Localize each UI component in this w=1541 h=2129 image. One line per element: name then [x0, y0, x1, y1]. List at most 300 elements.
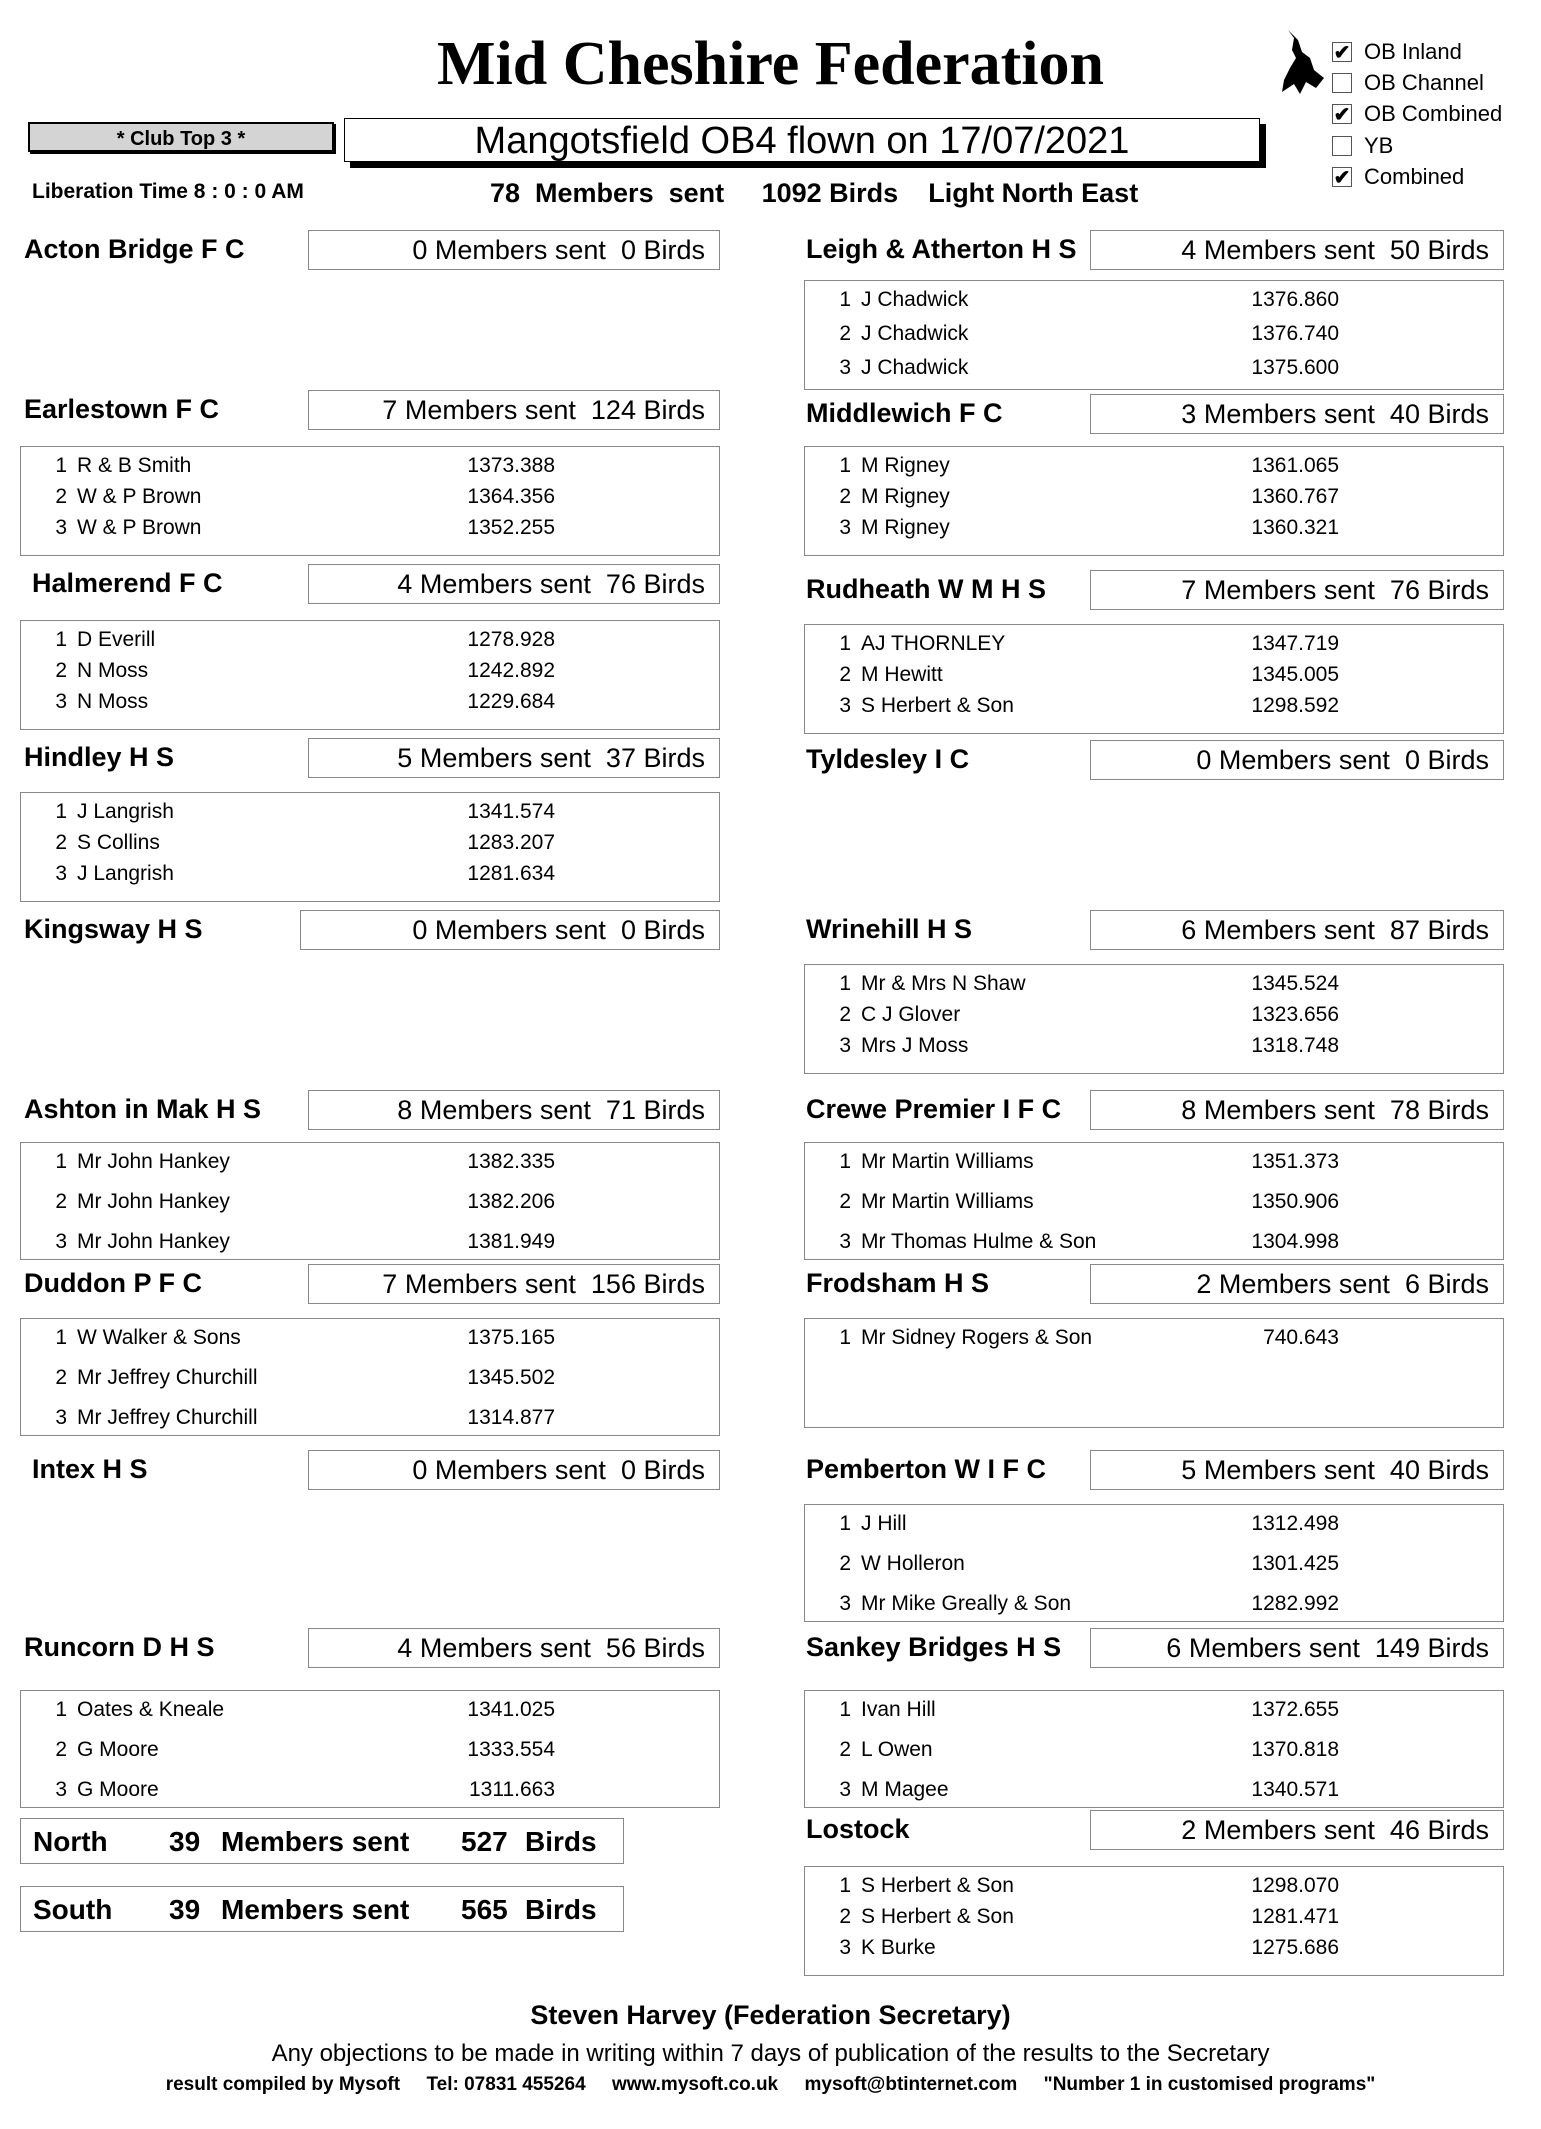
- members-count: 0: [412, 1455, 428, 1485]
- birds-count: 0: [620, 1455, 636, 1485]
- results-box: [20, 1690, 720, 1808]
- members-sent-label: Members sent: [1218, 745, 1390, 775]
- result-row: [805, 1323, 1503, 1353]
- club-name: Leigh & Atherton H S: [806, 234, 1077, 264]
- members-sent-box: [1090, 740, 1504, 780]
- total-members: 39: [169, 1894, 201, 1925]
- result-row: [21, 513, 719, 543]
- result-row: [805, 1227, 1503, 1257]
- result-row: [805, 1775, 1503, 1805]
- members-sent-box: [1090, 1810, 1504, 1850]
- result-rank: 3: [55, 1406, 67, 1429]
- result-velocity: 1304.998: [1251, 1230, 1339, 1253]
- club-name: Tyldesley I C: [806, 744, 970, 774]
- result-rank: 2: [839, 1552, 851, 1575]
- results-box: [20, 1318, 720, 1436]
- result-name: R & B Smith: [77, 454, 192, 477]
- birds-label: Birds: [1427, 1095, 1489, 1125]
- result-velocity: 1376.860: [1251, 288, 1339, 311]
- members-count: 5: [1181, 1455, 1197, 1485]
- result-name: Mr Martin Williams: [861, 1190, 1034, 1213]
- club-name: Intex H S: [32, 1454, 148, 1484]
- members-count: 6: [1181, 915, 1197, 945]
- birds-label: Birds: [643, 569, 705, 599]
- total-birds: 527: [461, 1826, 508, 1857]
- result-name: Mr John Hankey: [77, 1150, 230, 1173]
- result-rank: 2: [839, 1003, 851, 1026]
- checkbox[interactable]: [1332, 73, 1352, 93]
- result-velocity: 1360.321: [1251, 516, 1339, 539]
- total-region: South: [33, 1894, 113, 1925]
- total-birds-label: Birds: [525, 1894, 597, 1925]
- total-birds-label: Birds: [525, 1826, 597, 1857]
- total-south: [20, 1886, 624, 1932]
- birds-label: Birds: [643, 1095, 705, 1125]
- result-row: [21, 687, 719, 717]
- result-rank: 1: [55, 1326, 67, 1349]
- members-sent-box: [1090, 1450, 1504, 1490]
- result-rank: 2: [839, 1738, 851, 1761]
- total-members-label: Members sent: [221, 1894, 410, 1925]
- result-name: AJ THORNLEY: [861, 632, 1006, 655]
- result-velocity: 1314.877: [467, 1406, 555, 1429]
- result-row: [805, 513, 1503, 543]
- result-row: [805, 1695, 1503, 1725]
- members-count: 6: [1166, 1633, 1182, 1663]
- members-sent-label: Members sent: [1188, 1633, 1360, 1663]
- results-box: [804, 624, 1504, 734]
- members-count: 7: [1181, 575, 1197, 605]
- result-velocity: 1373.388: [467, 454, 555, 477]
- pigeon-logo-icon: [1280, 28, 1326, 96]
- result-rank: 3: [55, 516, 67, 539]
- result-velocity: 1229.684: [467, 690, 555, 713]
- result-row: [21, 797, 719, 827]
- result-name: N Moss: [77, 659, 149, 682]
- result-name: Oates & Kneale: [77, 1698, 225, 1721]
- result-row: [805, 482, 1503, 512]
- members-count: 0: [412, 235, 428, 265]
- result-rank: 1: [839, 1326, 851, 1349]
- results-box: [804, 1142, 1504, 1260]
- club-name: Kingsway H S: [24, 914, 203, 944]
- members-sent-box: [308, 1450, 720, 1490]
- birds-label: Birds: [643, 1633, 705, 1663]
- result-row: [805, 1933, 1503, 1963]
- result-row: [21, 1363, 719, 1393]
- result-rank: 2: [839, 1190, 851, 1213]
- result-row: [805, 1147, 1503, 1177]
- members-count: 4: [1181, 235, 1197, 265]
- result-name: M Rigney: [861, 454, 950, 477]
- result-row: [805, 1871, 1503, 1901]
- result-velocity: 1318.748: [1251, 1034, 1339, 1057]
- result-row: [21, 1187, 719, 1217]
- result-velocity: 1370.818: [1251, 1738, 1339, 1761]
- result-velocity: 1281.471: [1251, 1905, 1339, 1928]
- result-name: J Hill: [861, 1512, 907, 1535]
- result-name: Mr John Hankey: [77, 1230, 230, 1253]
- total-members: 39: [169, 1826, 201, 1857]
- birds-label: Birds: [1427, 1633, 1489, 1663]
- result-name: Mr & Mrs N Shaw: [861, 972, 1026, 995]
- total-region: North: [33, 1826, 108, 1857]
- members-sent-label: Members sent: [419, 1633, 591, 1663]
- checkbox[interactable]: ✔: [1333, 42, 1351, 65]
- result-row: [805, 1902, 1503, 1932]
- members-sent-box: [1090, 1264, 1504, 1304]
- members-sent-label: Members sent: [419, 743, 591, 773]
- result-velocity: 1376.740: [1251, 322, 1339, 345]
- result-row: [805, 1031, 1503, 1061]
- page-title: Mid Cheshire Federation: [436, 30, 1104, 98]
- members-count: 3: [1181, 399, 1197, 429]
- birds-count: 46: [1389, 1815, 1420, 1845]
- results-box: [804, 1690, 1504, 1808]
- result-velocity: 1312.498: [1251, 1512, 1339, 1535]
- results-box: [804, 1866, 1504, 1976]
- result-rank: 2: [839, 1905, 851, 1928]
- birds-count: 56: [605, 1633, 636, 1663]
- result-name: J Chadwick: [861, 288, 969, 311]
- result-velocity: 740.643: [1263, 1326, 1339, 1349]
- compiled-by-credit: result compiled by Mysoft Tel: 07831 455264 www.mysoft.co.uk mysoft@btinternet.com "Number 1 in customised programs": [165, 2074, 1376, 2095]
- club-name: Acton Bridge F C: [24, 234, 245, 264]
- members-sent-box: [1090, 1628, 1504, 1668]
- result-row: [21, 828, 719, 858]
- result-name: Mr John Hankey: [77, 1190, 230, 1213]
- club-name: Runcorn D H S: [24, 1632, 215, 1662]
- result-name: Mr Martin Williams: [861, 1150, 1034, 1173]
- checkbox[interactable]: [1332, 136, 1352, 156]
- members-sent-label: Members sent: [1203, 1455, 1375, 1485]
- result-row: [21, 1403, 719, 1433]
- result-row: [805, 285, 1503, 315]
- result-name: K Burke: [861, 1936, 936, 1959]
- result-velocity: 1345.524: [1251, 972, 1339, 995]
- result-row: [805, 1509, 1503, 1539]
- birds-label: Birds: [1427, 1269, 1489, 1299]
- birds-count: 78: [1389, 1095, 1420, 1125]
- result-name: Mr Thomas Hulme & Son: [861, 1230, 1097, 1253]
- members-sent-label: Members sent: [1203, 235, 1375, 265]
- result-row: [21, 625, 719, 655]
- results-box: [804, 446, 1504, 556]
- result-rank: 1: [839, 288, 851, 311]
- members-sent-box: [1090, 570, 1504, 610]
- result-name: S Herbert & Son: [861, 1905, 1014, 1928]
- secretary-signature: Steven Harvey (Federation Secretary): [530, 2000, 1011, 2030]
- result-rank: 2: [55, 1190, 67, 1213]
- result-velocity: 1311.663: [468, 1778, 555, 1801]
- result-name: G Moore: [77, 1738, 159, 1761]
- result-rank: 1: [55, 454, 67, 477]
- result-rank: 2: [839, 322, 851, 345]
- option-label: OB Channel: [1364, 70, 1484, 96]
- result-name: J Langrish: [77, 800, 174, 823]
- result-row: [21, 1227, 719, 1257]
- club-top-3-label: * Club Top 3 *: [28, 122, 334, 152]
- members-count: 7: [382, 1269, 398, 1299]
- result-rank: 1: [839, 972, 851, 995]
- result-name: J Chadwick: [861, 356, 969, 379]
- result-rank: 3: [55, 1778, 67, 1801]
- members-sent-box: [1090, 394, 1504, 434]
- result-name: Mr Jeffrey Churchill: [77, 1366, 258, 1389]
- result-rank: 3: [55, 862, 67, 885]
- result-name: G Moore: [77, 1778, 159, 1801]
- club-name: Earlestown F C: [24, 394, 220, 424]
- club-name: Duddon P F C: [24, 1268, 202, 1298]
- result-velocity: 1275.686: [1251, 1936, 1339, 1959]
- members-sent-box: [300, 910, 720, 950]
- result-rank: 3: [55, 1230, 67, 1253]
- result-row: [21, 656, 719, 686]
- checkbox[interactable]: ✔: [1333, 104, 1351, 127]
- result-name: J Chadwick: [861, 322, 969, 345]
- birds-label: Birds: [1427, 1815, 1489, 1845]
- checkbox[interactable]: ✔: [1333, 167, 1351, 190]
- result-row: [21, 1147, 719, 1177]
- birds-label: Birds: [643, 743, 705, 773]
- members-sent-label: Members sent: [434, 235, 606, 265]
- result-velocity: 1375.600: [1251, 356, 1339, 379]
- option-label: Combined: [1364, 164, 1465, 190]
- result-name: Ivan Hill: [861, 1698, 936, 1721]
- result-name: M Hewitt: [861, 663, 943, 686]
- club-name: Sankey Bridges H S: [806, 1632, 1062, 1662]
- result-row: [805, 691, 1503, 721]
- members-sent-label: Members sent: [1203, 1815, 1375, 1845]
- result-row: [21, 1735, 719, 1765]
- birds-count: 6: [1404, 1269, 1420, 1299]
- option-label: OB Combined: [1364, 101, 1503, 127]
- result-velocity: 1375.165: [467, 1326, 555, 1349]
- members-sent-label: Members sent: [434, 915, 606, 945]
- result-velocity: 1282.992: [1251, 1592, 1339, 1615]
- members-count: 4: [397, 569, 413, 599]
- birds-count: 124: [590, 395, 636, 425]
- result-velocity: 1351.373: [1251, 1150, 1339, 1173]
- result-name: N Moss: [77, 690, 149, 713]
- result-rank: 2: [55, 831, 67, 854]
- members-sent-box: [308, 564, 720, 604]
- option-yb[interactable]: [1332, 130, 1393, 160]
- members-count: 8: [397, 1095, 413, 1125]
- club-name: Middlewich F C: [806, 398, 1003, 428]
- result-row: [805, 1187, 1503, 1217]
- result-name: S Herbert & Son: [861, 1874, 1014, 1897]
- members-sent-label: Members sent: [404, 1269, 576, 1299]
- club-name: Rudheath W M H S: [806, 574, 1046, 604]
- members-sent-box: [308, 390, 720, 430]
- result-rank: 3: [839, 516, 851, 539]
- result-name: W Holleron: [861, 1552, 965, 1575]
- members-sent-box: [308, 230, 720, 270]
- result-rank: 3: [839, 356, 851, 379]
- result-rank: 2: [55, 1738, 67, 1761]
- members-sent-label: Members sent: [1203, 1095, 1375, 1125]
- result-rank: 3: [839, 1592, 851, 1615]
- result-row: [805, 353, 1503, 383]
- members-sent-label: Members sent: [1203, 399, 1375, 429]
- result-name: M Rigney: [861, 485, 950, 508]
- result-velocity: 1298.592: [1251, 694, 1339, 717]
- members-count: 0: [412, 915, 428, 945]
- birds-count: 0: [620, 915, 636, 945]
- result-name: S Herbert & Son: [861, 694, 1014, 717]
- result-row: [21, 1695, 719, 1725]
- result-rank: 3: [55, 690, 67, 713]
- result-row: [21, 451, 719, 481]
- result-rank: 3: [839, 694, 851, 717]
- members-count: 7: [382, 395, 398, 425]
- birds-label: Birds: [1427, 235, 1489, 265]
- option-label: OB Inland: [1364, 39, 1462, 65]
- club-name: Frodsham H S: [806, 1268, 990, 1298]
- result-row: [21, 1323, 719, 1353]
- result-name: L Owen: [861, 1738, 933, 1761]
- result-name: D Everill: [77, 628, 156, 651]
- club-name: Lostock: [806, 1814, 910, 1844]
- result-velocity: 1242.892: [467, 659, 555, 682]
- results-box: [20, 792, 720, 902]
- birds-count: 149: [1374, 1633, 1420, 1663]
- result-rank: 3: [839, 1936, 851, 1959]
- race-title: Mangotsfield OB4 flown on 17/07/2021: [344, 118, 1260, 162]
- result-velocity: 1381.949: [467, 1230, 555, 1253]
- result-velocity: 1298.070: [1251, 1874, 1339, 1897]
- results-box: [804, 1318, 1504, 1428]
- result-velocity: 1364.356: [467, 485, 555, 508]
- birds-count: 156: [590, 1269, 636, 1299]
- birds-label: Birds: [643, 915, 705, 945]
- result-rank: 1: [839, 1150, 851, 1173]
- result-row: [805, 1549, 1503, 1579]
- option-combined[interactable]: [1332, 161, 1464, 191]
- result-name: M Rigney: [861, 516, 950, 539]
- result-row: [21, 859, 719, 889]
- result-row: [805, 1735, 1503, 1765]
- race-summary: 78 Members sent 1092 Birds Light North East: [490, 178, 1139, 208]
- birds-label: Birds: [643, 1269, 705, 1299]
- birds-count: 87: [1389, 915, 1420, 945]
- result-rank: 1: [839, 632, 851, 655]
- result-velocity: 1340.571: [1251, 1778, 1339, 1801]
- members-sent-label: Members sent: [1218, 1269, 1390, 1299]
- birds-count: 40: [1389, 399, 1420, 429]
- birds-count: 71: [605, 1095, 636, 1125]
- result-rank: 1: [839, 1874, 851, 1897]
- members-count: 4: [397, 1633, 413, 1663]
- result-rank: 1: [55, 1150, 67, 1173]
- members-count: 2: [1196, 1269, 1212, 1299]
- objections-notice: Any objections to be made in writing within 7 days of publication of the results to the Secretary: [271, 2040, 1270, 2067]
- result-velocity: 1350.906: [1251, 1190, 1339, 1213]
- liberation-time: Liberation Time 8 : 0 : 0 AM: [32, 180, 304, 203]
- birds-count: 50: [1389, 235, 1420, 265]
- result-velocity: 1382.206: [467, 1190, 555, 1213]
- birds-label: Birds: [1427, 1455, 1489, 1485]
- club-name: Crewe Premier I F C: [806, 1094, 1062, 1124]
- members-sent-box: [308, 1090, 720, 1130]
- result-rank: 1: [55, 1698, 67, 1721]
- option-ob-combined[interactable]: [1332, 98, 1502, 128]
- result-rank: 1: [839, 1512, 851, 1535]
- birds-label: Birds: [643, 395, 705, 425]
- club-name: Hindley H S: [24, 742, 175, 772]
- result-velocity: 1347.719: [1251, 632, 1339, 655]
- birds-label: Birds: [1427, 915, 1489, 945]
- result-name: J Langrish: [77, 862, 174, 885]
- result-rank: 1: [55, 628, 67, 651]
- results-box: [20, 1142, 720, 1260]
- result-name: Mrs J Moss: [861, 1034, 969, 1057]
- result-velocity: 1281.634: [467, 862, 555, 885]
- results-box: [20, 620, 720, 730]
- birds-label: Birds: [643, 235, 705, 265]
- birds-count: 76: [1389, 575, 1420, 605]
- birds-label: Birds: [1427, 745, 1489, 775]
- birds-count: 40: [1389, 1455, 1420, 1485]
- result-velocity: 1323.656: [1251, 1003, 1339, 1026]
- result-rank: 1: [55, 800, 67, 823]
- result-name: M Magee: [861, 1778, 949, 1801]
- birds-count: 0: [1404, 745, 1420, 775]
- members-count: 8: [1181, 1095, 1197, 1125]
- birds-label: Birds: [643, 1455, 705, 1485]
- result-name: W & P Brown: [77, 485, 202, 508]
- results-box: [804, 280, 1504, 390]
- result-row: [805, 1589, 1503, 1619]
- result-name: Mr Mike Greally & Son: [861, 1592, 1072, 1615]
- result-rank: 2: [55, 485, 67, 508]
- result-name: W & P Brown: [77, 516, 202, 539]
- result-velocity: 1382.335: [467, 1150, 555, 1173]
- results-box: [804, 1504, 1504, 1622]
- result-row: [21, 482, 719, 512]
- result-velocity: 1372.655: [1251, 1698, 1339, 1721]
- members-sent-label: Members sent: [1203, 575, 1375, 605]
- total-north: [20, 1818, 624, 1864]
- result-velocity: 1341.025: [467, 1698, 555, 1721]
- result-velocity: 1360.767: [1251, 485, 1339, 508]
- result-name: C J Glover: [861, 1003, 961, 1026]
- result-rank: 2: [55, 1366, 67, 1389]
- option-ob-channel[interactable]: [1332, 67, 1484, 97]
- result-velocity: 1361.065: [1251, 454, 1339, 477]
- members-sent-label: Members sent: [419, 1095, 591, 1125]
- option-ob-inland[interactable]: [1332, 36, 1462, 66]
- result-row: [805, 660, 1503, 690]
- result-rank: 1: [839, 1698, 851, 1721]
- members-sent-label: Members sent: [404, 395, 576, 425]
- members-sent-label: Members sent: [1203, 915, 1375, 945]
- result-velocity: 1333.554: [467, 1738, 555, 1761]
- result-rank: 3: [839, 1034, 851, 1057]
- result-row: [805, 451, 1503, 481]
- result-velocity: 1301.425: [1251, 1552, 1339, 1575]
- club-name: Ashton in Mak H S: [24, 1094, 262, 1124]
- members-sent-box: [1090, 910, 1504, 950]
- birds-label: Birds: [1427, 575, 1489, 605]
- birds-count: 37: [605, 743, 636, 773]
- members-sent-box: [1090, 230, 1504, 270]
- members-sent-box: [308, 738, 720, 778]
- club-name: Halmerend F C: [32, 568, 223, 598]
- result-velocity: 1283.207: [467, 831, 555, 854]
- result-rank: 2: [55, 659, 67, 682]
